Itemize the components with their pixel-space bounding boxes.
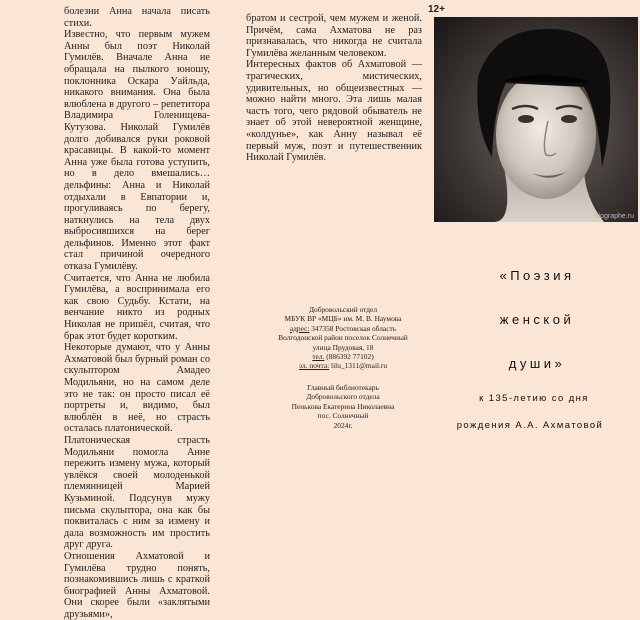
left-paragraph-3: Считается, что Анна не любила Гумилёва, а воспринимала его как свою Судьбу. Кстати, на венчание никто из родных Николая не пришёл, считая, что брак этот будет коротким. [64, 272, 210, 342]
title-line-2: женской [499, 312, 575, 327]
age-rating-badge: 12+ [428, 4, 445, 15]
address-value: 347358 Ростовская область [311, 323, 397, 333]
middle-paragraph-2: Интересных фактов об Ахматовой — трагических, мистических, удивительных, но общеизвестных — можно найти много. Эта лишь малая часть того, чего рядовой обыватель не знает об этой невероятной женщине, «колдунье», как Анну называл её первый муж, поэт и путешественник Николай Гумилёв. [246, 59, 422, 164]
phone-line [268, 352, 418, 361]
subtitle-line-1: к 135-летию со дня [479, 393, 589, 404]
left-paragraph-2: Известно, что первым мужем Анны был поэт Николай Гумилёв. Вначале Анна не обращала на пылкого юношу, поклонника Оскара Уайльда, никакого внимания. Она была влюблена в другого – репетитора Владимира Голенищева-Кутузова. Николай Гумилёв долго добивался руки роковой красавицы. В какой-то момент Анна уже была готова уступить, но в дело вмешались… дельфины: Анна и Николай отдыхали в Евпатории и, прогуливаясь по берегу, наткнулись на тела двух выбросившихся на берег дельфинов. Именно этот факт стал причиной очередного отказа Гумилёву. [64, 29, 210, 273]
contacts-line-2: МБУК ВР «МЦБ» им. М. В. Наумова [284, 314, 402, 324]
left-paragraph-5: Платоническая страсть Модильяни помогла Анне пережить измену мужа, который увлёкся своей молоденькой племянницей Марией Кузьминой. Подсунув мужу письма скульптора, она как бы поквиталась с ним за измену и дала возможность им простить друг друга. [64, 434, 210, 551]
library-contacts [268, 305, 418, 371]
phone-value: (886392 77102) [326, 352, 374, 362]
left-text-column [64, 6, 210, 620]
phone-label: тел. [312, 352, 325, 362]
contacts-line-1: Добровольский отдел [308, 305, 378, 314]
address-label: адрес: [289, 323, 310, 333]
left-paragraph-1: болезни Анна начала писать стихи. [64, 6, 210, 29]
subtitle-line-2: рождения А.А. Ахматовой [456, 420, 604, 431]
address-line-2: Волгодонской район поселок Солнечный [278, 333, 408, 343]
address-line-3: улица Прудовая, 18 [312, 342, 374, 352]
email-value[interactable]: lilu_1311@mail.ru [331, 361, 388, 371]
title-line-3: души» [508, 356, 566, 371]
staff-line-4: пос. Солнечный [317, 411, 369, 421]
email-line [268, 361, 418, 370]
middle-paragraph-1: братом и сестрой, чем мужем и женой. Причём, сама Ахматова не раз признавалась, что никогда не считала Гумилёва желанным человеком. [246, 13, 422, 59]
left-paragraph-4: Некоторые думают, что у Анны Ахматовой был бурный роман со скульптором Амадео Модильяни, но на самом деле это не так: он просто писал её портреты и, видимо, был влюблён в неё, но страсть осталась платонической. [64, 342, 210, 435]
librarian-credits [268, 383, 418, 430]
portrait-photo [434, 17, 638, 222]
portrait-illustration [434, 17, 638, 222]
photo-caption: biographe.ru [594, 213, 634, 220]
left-paragraph-6: Отношения Ахматовой и Гумилёва трудно понять, познакомившись лишь с краткой биографией Анны Ахматовой. Они скорее были «заклятыми друзьями», [64, 550, 210, 620]
email-label: эл. почта: [298, 361, 330, 371]
staff-line-1: Главный библиотекарь [307, 383, 379, 392]
staff-line-2: Добровольского отдела [306, 392, 380, 402]
title-line-1: «Поэзия [499, 268, 575, 283]
address-line [268, 324, 418, 333]
middle-text-column [246, 13, 422, 164]
staff-line-5: 2024г. [333, 420, 353, 430]
staff-line-3: Пенькова Екатерина Николаевна [291, 401, 395, 411]
